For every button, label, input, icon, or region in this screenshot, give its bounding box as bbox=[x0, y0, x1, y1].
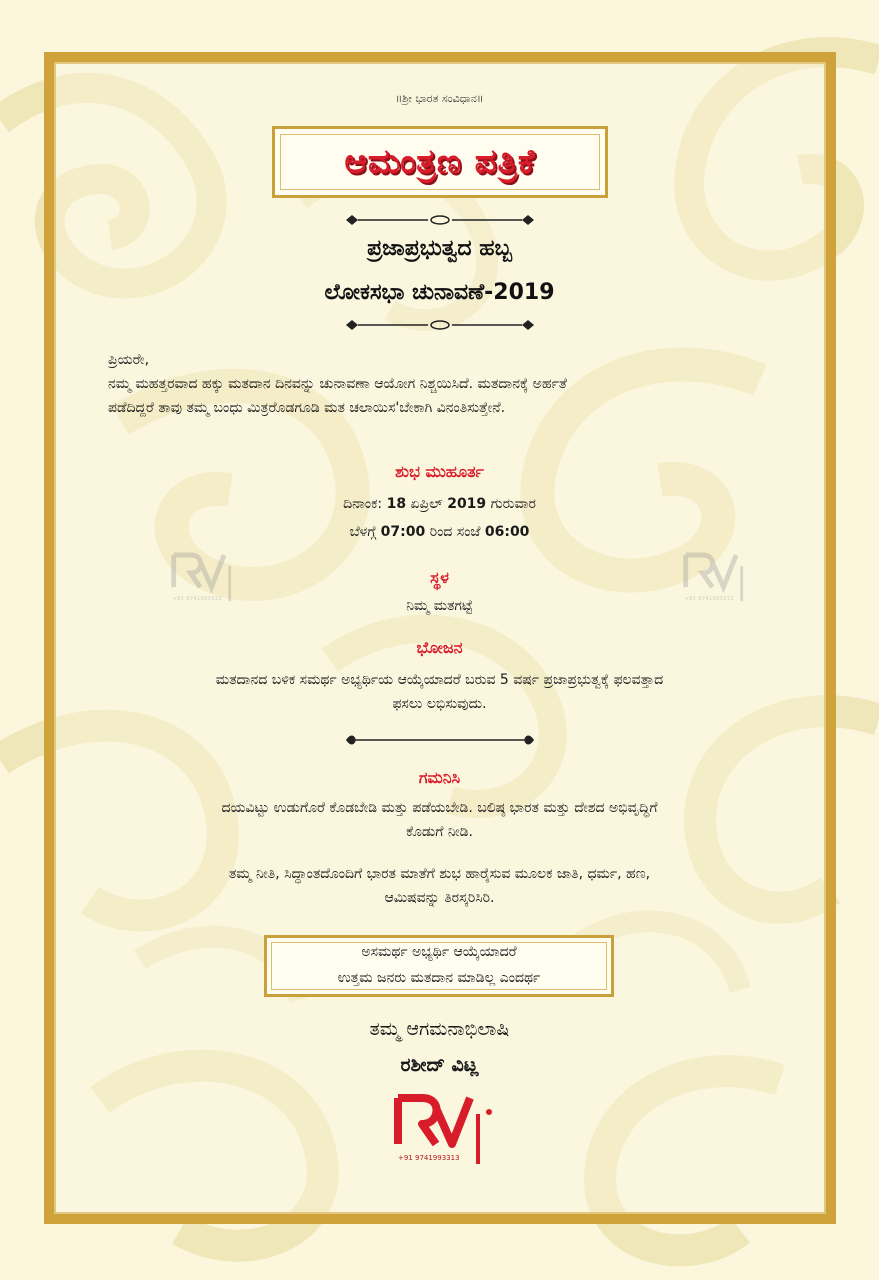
muhurtha-time bbox=[0, 524, 879, 540]
date-label: ದಿನಾಂಕ: bbox=[343, 496, 383, 512]
quote-line-2: ಉತ್ತಮ ಜನರು ಮತದಾನ ಮಾಡಿಲ್ಲ ಎಂದರ್ಥ bbox=[337, 970, 541, 986]
time-mid: ರಿಂದ ಸಂಜೆ bbox=[429, 524, 481, 540]
event-line-2: ಲೋಕಸಭಾ ಚುನಾವಣೆ-2019 bbox=[324, 280, 555, 305]
meal-line-2: ಫಸಲು ಲಭಿಸುವುದು. bbox=[392, 696, 487, 712]
greeting-paragraph bbox=[108, 348, 788, 420]
greeting-line-2: ಪಡೆದಿದ್ದರೆ ತಾವು ತಮ್ಮ ಬಂಧು ಮಿತ್ರರೊಡಗೂಡಿ ಮತ ಚಲಾಯಿಸ'ಬೇಕಾಗಿ ವಿನಂತಿಸುತ್ತೇನೆ. bbox=[108, 400, 506, 416]
time-from-label: ಬೆಳಗ್ಗೆ bbox=[349, 524, 377, 540]
event-line-1: ಪ್ರಜಾಪ್ರಭುತ್ವದ ಹಬ್ಬ bbox=[367, 236, 512, 261]
muhurtha-date bbox=[0, 496, 879, 512]
meal-line-1: ಮತದಾನದ ಬಳಿಕ ಸಮರ್ಥ ಅಭ್ಯರ್ಥಿಯ ಆಯ್ಕೆಯಾದರೆ ಬರುವ 5 ವರ್ಷ ಪ್ರಜಾಪ್ರಭುತ್ವಕ್ಕೆ ಫಲವತ್ತಾದ bbox=[215, 672, 664, 688]
page-title: ಆಮಂತ್ರಣ ಪತ್ರಿಕೆ bbox=[344, 142, 536, 182]
title-box bbox=[272, 126, 608, 198]
rv-logo-icon bbox=[392, 1088, 502, 1168]
greeting-salutation: ಪ್ರಿಯರೇ, bbox=[108, 352, 150, 368]
date-day: ಗುರುವಾರ bbox=[490, 496, 536, 512]
tagline: ॥ಶ್ರೀ ಭಾರತ ಸಂವಿಧಾನ॥ bbox=[395, 92, 484, 105]
logo-phone: +91 9741993313 bbox=[398, 1154, 460, 1162]
ornament-divider-bottom bbox=[342, 732, 538, 748]
time-to: 06:00 bbox=[484, 524, 530, 540]
note-p2-line-1: ತಮ್ಮ ನೀತಿ, ಸಿದ್ಧಾಂತದೊಂದಿಗೆ ಭಾರತ ಮಾತೆಗೆ ಶುಭ ಹಾರೈಸುವ ಮೂಲಕ ಜಾತಿ, ಧರ್ಮ, ಹಣ, bbox=[228, 866, 651, 882]
time-from: 07:00 bbox=[380, 524, 426, 540]
quote-line-1: ಅಸಮರ್ಥ ಅಭ್ಯರ್ಥಿ ಆಯ್ಕೆಯಾದರೆ bbox=[361, 944, 517, 960]
note-p2-line-2: ಆಮಿಷವನ್ನು ತಿರಸ್ಕರಿಸಿರಿ. bbox=[384, 890, 495, 906]
muhurtha-heading: ಶುಭ ಮುಹೂರ್ತ bbox=[395, 462, 484, 481]
ornament-divider-top bbox=[342, 212, 538, 228]
ornament-divider-middle bbox=[342, 317, 538, 333]
watermark-left-icon bbox=[168, 548, 248, 604]
date-month: ಏಪ್ರಿಲ್ bbox=[410, 496, 443, 512]
watermark-right-icon bbox=[680, 548, 760, 604]
venue-value: ನಿಮ್ಮ ಮತಗಟ್ಟೆ bbox=[406, 598, 473, 614]
venue-heading: ಸ್ಥಳ bbox=[430, 568, 449, 587]
note-p1-line-1: ದಯವಿಟ್ಟು ಉಡುಗೊರೆ ಕೊಡಬೇಡಿ ಮತ್ತು ಪಡೆಯಬೇಡಿ. ಬಲಿಷ್ಠ ಭಾರತ ಮತ್ತು ದೇಶದ ಅಭಿವೃದ್ಧಿಗೆ bbox=[221, 800, 658, 816]
quote-box bbox=[264, 935, 614, 997]
watermark-right-phone: +91 9741993313 bbox=[684, 595, 734, 602]
note-p1-line-2: ಕೊಡುಗೆ ನೀಡಿ. bbox=[406, 824, 473, 840]
greeting-line-1: ನಮ್ಮ ಮಹತ್ತರವಾದ ಹಕ್ಕು ಮತದಾನ ದಿನವನ್ನು ಚುನಾವಣಾ ಆಯೋಗ ನಿಶ್ಚಯಿಸಿದೆ. ಮತದಾನಕ್ಕೆ ಅರ್ಹತೆ bbox=[108, 376, 567, 392]
watermark-left-phone: +91 9741993313 bbox=[172, 595, 222, 602]
meal-heading: ಭೋಜನ bbox=[416, 638, 463, 657]
date-value: 18 bbox=[386, 496, 407, 512]
note-heading: ಗಮನಿಸಿ bbox=[418, 768, 461, 787]
date-year: 2019 bbox=[447, 496, 487, 512]
signature-closing: ತಮ್ಮ ಆಗಮನಾಭಿಲಾಷಿ bbox=[369, 1018, 510, 1040]
signature-name: ರಶೀದ್ ವಿಟ್ಲ bbox=[400, 1054, 479, 1076]
